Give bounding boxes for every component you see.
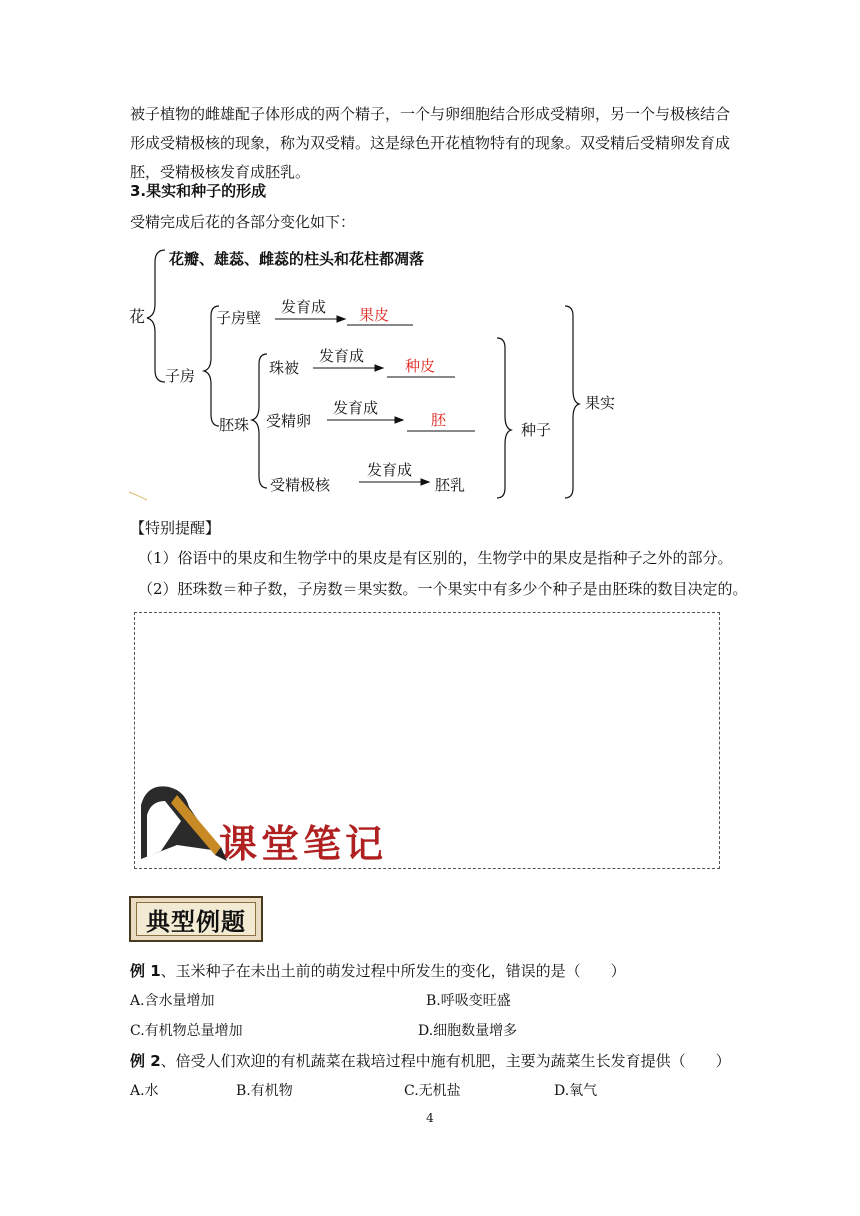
example-2-label: 例 2 bbox=[130, 1052, 161, 1070]
page-number: 4 bbox=[426, 1111, 434, 1125]
example-2-option-a: A.水 bbox=[130, 1083, 159, 1099]
label-ovule: 胚珠 bbox=[219, 416, 250, 434]
intro-paragraph: 被子植物的雌雄配子体形成的两个精子，一个与卵细胞结合形成受精卵，另一个与极核结合形成受精极核的现象，称为双受精。这是绿色开花植物特有的现象。双受精后受精卵发育成胚，受精极核发育成胚乳。 bbox=[130, 105, 731, 181]
example-2-option-c: C.无机盐 bbox=[404, 1083, 461, 1099]
class-notes-banner: 课堂笔记 bbox=[219, 821, 388, 866]
label-flower: 花 bbox=[129, 307, 146, 326]
label-develops-4: 发育成 bbox=[367, 461, 413, 479]
example-1-option-b: B.呼吸变旺盛 bbox=[426, 993, 511, 1009]
label-ovary: 子房 bbox=[165, 367, 196, 385]
label-seed: 种子 bbox=[521, 421, 552, 439]
brace-ovule bbox=[252, 354, 267, 488]
label-polar-nuclei: 受精极核 bbox=[270, 476, 331, 494]
label-develops-1: 发育成 bbox=[281, 298, 327, 316]
label-develops-2: 发育成 bbox=[319, 347, 365, 365]
typical-examples-banner bbox=[129, 896, 263, 942]
example-1-label: 例 1 bbox=[130, 962, 161, 980]
section-heading: 3.果实和种子的形成 bbox=[130, 182, 267, 200]
label-develops-3: 发育成 bbox=[333, 399, 379, 417]
example-1-option-d: D.细胞数量增多 bbox=[418, 1023, 518, 1039]
section-lead: 受精完成后花的各部分变化如下： bbox=[130, 213, 356, 231]
class-notes-box bbox=[134, 612, 720, 869]
label-integument: 珠被 bbox=[269, 359, 300, 377]
pencil-notes-icon bbox=[137, 775, 227, 865]
example-2-option-b: B.有机物 bbox=[236, 1083, 293, 1099]
answer-pericarp: 果皮 bbox=[359, 306, 390, 324]
example-2-option-d: D.氧气 bbox=[554, 1083, 598, 1099]
typical-examples-title: 典型例题 bbox=[146, 907, 246, 936]
reminder-item-1: （1）俗语中的果皮和生物学中的果皮是有区别的，生物学中的果皮是指种子之外的部分。 bbox=[138, 549, 733, 567]
example-1-text: 、玉米种子在未出土前的萌发过程中所发生的变化，错误的是（ ） bbox=[160, 962, 626, 980]
reminder-item-2: （2）胚珠数＝种子数，子房数＝果实数。一个果实中有多少个种子是由胚珠的数目决定的。 bbox=[138, 580, 748, 598]
label-fruit: 果实 bbox=[585, 394, 616, 412]
example-1-option-a: A.含水量增加 bbox=[130, 993, 215, 1009]
example-2-text: 、倍受人们欢迎的有机蔬菜在栽培过程中施有机肥，主要为蔬菜生长发育提供（ ） bbox=[160, 1052, 731, 1070]
brace-flower bbox=[147, 250, 165, 382]
brace-fruit bbox=[565, 306, 579, 498]
example-1-option-c: C.有机物总量增加 bbox=[130, 1023, 243, 1039]
label-endosperm: 胚乳 bbox=[435, 476, 466, 494]
flower-development-diagram bbox=[125, 238, 645, 508]
brace-seed bbox=[497, 338, 511, 498]
example-2-question bbox=[130, 1050, 731, 1071]
example-1-question bbox=[130, 960, 626, 981]
label-zygote: 受精卵 bbox=[266, 412, 312, 430]
answer-embryo: 胚 bbox=[431, 411, 447, 429]
label-falls-off: 花瓣、雄蕊、雌蕊的柱头和花柱都凋落 bbox=[169, 250, 425, 268]
decor-mark bbox=[129, 492, 147, 500]
reminder-title: 【特别提醒】 bbox=[130, 519, 221, 537]
answer-seed-coat: 种皮 bbox=[405, 357, 436, 375]
label-ovary-wall: 子房壁 bbox=[216, 309, 262, 327]
